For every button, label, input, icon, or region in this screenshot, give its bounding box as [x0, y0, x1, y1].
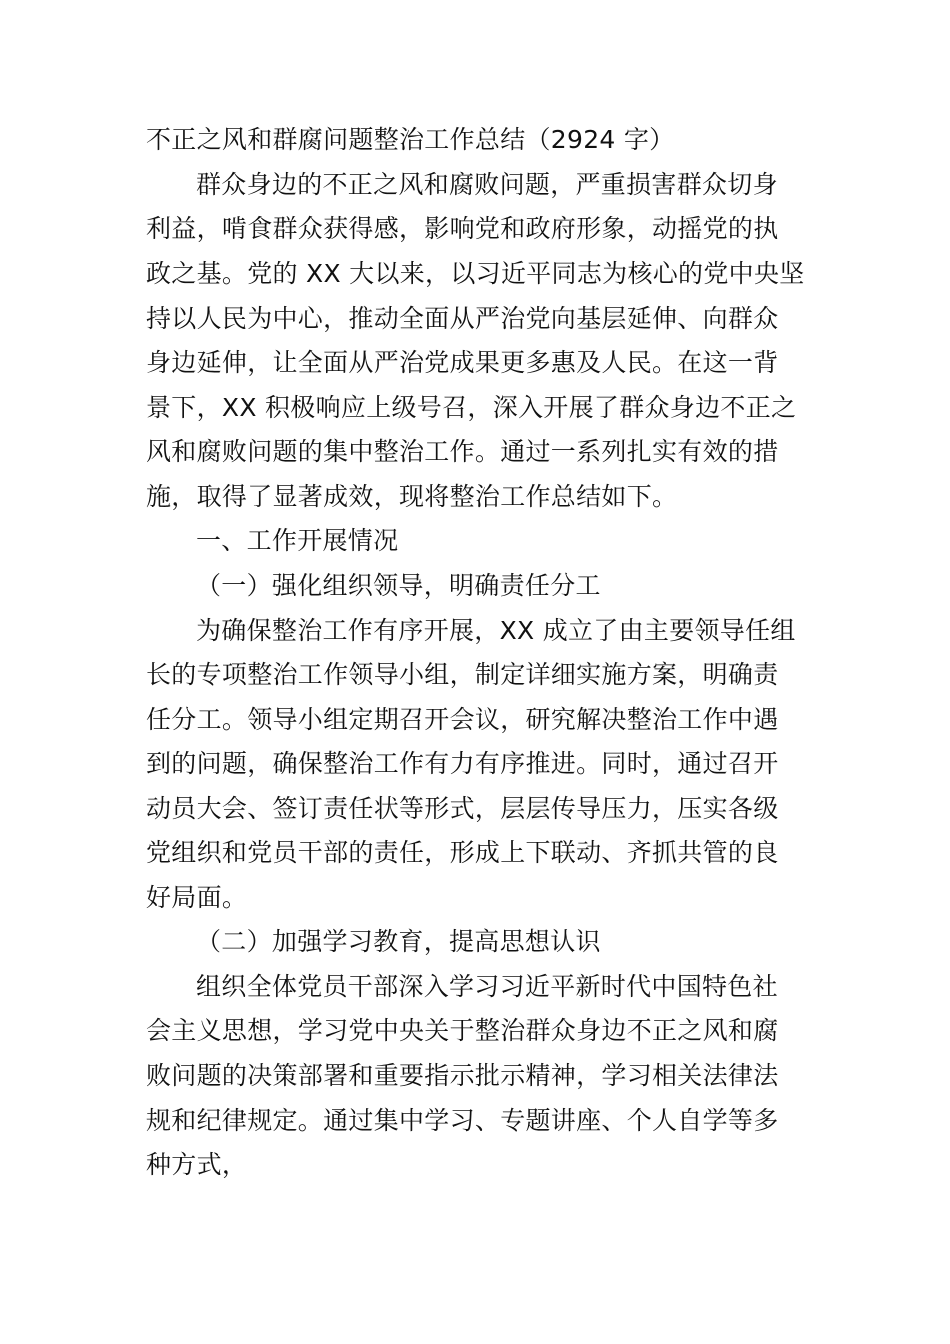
paragraph-line: 动员大会、签订责任状等形式，层层传导压力，压实各级 [146, 794, 779, 823]
paragraph-line: 好局面。 [146, 883, 248, 912]
section-heading: 一、工作开展情况 [196, 526, 399, 555]
paragraph-line: 规和纪律规定。通过集中学习、专题讲座、个人自学等多 [146, 1106, 779, 1135]
paragraph-line: 党组织和党员干部的责任，形成上下联动、齐抓共管的良 [146, 838, 779, 867]
paragraph-line: 为确保整治工作有序开展，XX 成立了由主要领导任组 [196, 616, 796, 645]
paragraph-line: 身边延伸，让全面从严治党成果更多惠及人民。在这一背 [146, 348, 779, 377]
paragraph-line: 政之基。党的 XX 大以来，以习近平同志为核心的党中央坚 [146, 259, 805, 288]
paragraph-line: 组织全体党员干部深入学习习近平新时代中国特色社 [196, 972, 778, 1001]
document-title: 不正之风和群腐问题整治工作总结（2924 字） [146, 125, 675, 154]
paragraph-line: 利益，啃食群众获得感，影响党和政府形象，动摇党的执 [146, 214, 779, 243]
paragraph-line: 群众身边的不正之风和腐败问题，严重损害群众切身 [196, 170, 778, 199]
subsection-heading: （一）强化组织领导，明确责任分工 [196, 571, 601, 600]
paragraph-line: 长的专项整治工作领导小组，制定详细实施方案，明确责 [146, 660, 779, 689]
paragraph-line: 景下，XX 积极响应上级号召，深入开展了群众身边不正之 [146, 393, 797, 422]
paragraph-line: 到的问题，确保整治工作有力有序推进。同时，通过召开 [146, 749, 779, 778]
paragraph-line: 种方式， [146, 1150, 248, 1179]
paragraph-line: 风和腐败问题的集中整治工作。通过一系列扎实有效的措 [146, 437, 779, 466]
paragraph-line: 会主义思想，学习党中央关于整治群众身边不正之风和腐 [146, 1016, 779, 1045]
paragraph-line: 败问题的决策部署和重要指示批示精神，学习相关法律法 [146, 1061, 779, 1090]
subsection-heading: （二）加强学习教育，提高思想认识 [196, 927, 601, 956]
paragraph-line: 持以人民为中心，推动全面从严治党向基层延伸、向群众 [146, 304, 779, 333]
paragraph-line: 任分工。领导小组定期召开会议，研究解决整治工作中遇 [146, 705, 779, 734]
paragraph-line: 施，取得了显著成效，现将整治工作总结如下。 [146, 482, 678, 511]
